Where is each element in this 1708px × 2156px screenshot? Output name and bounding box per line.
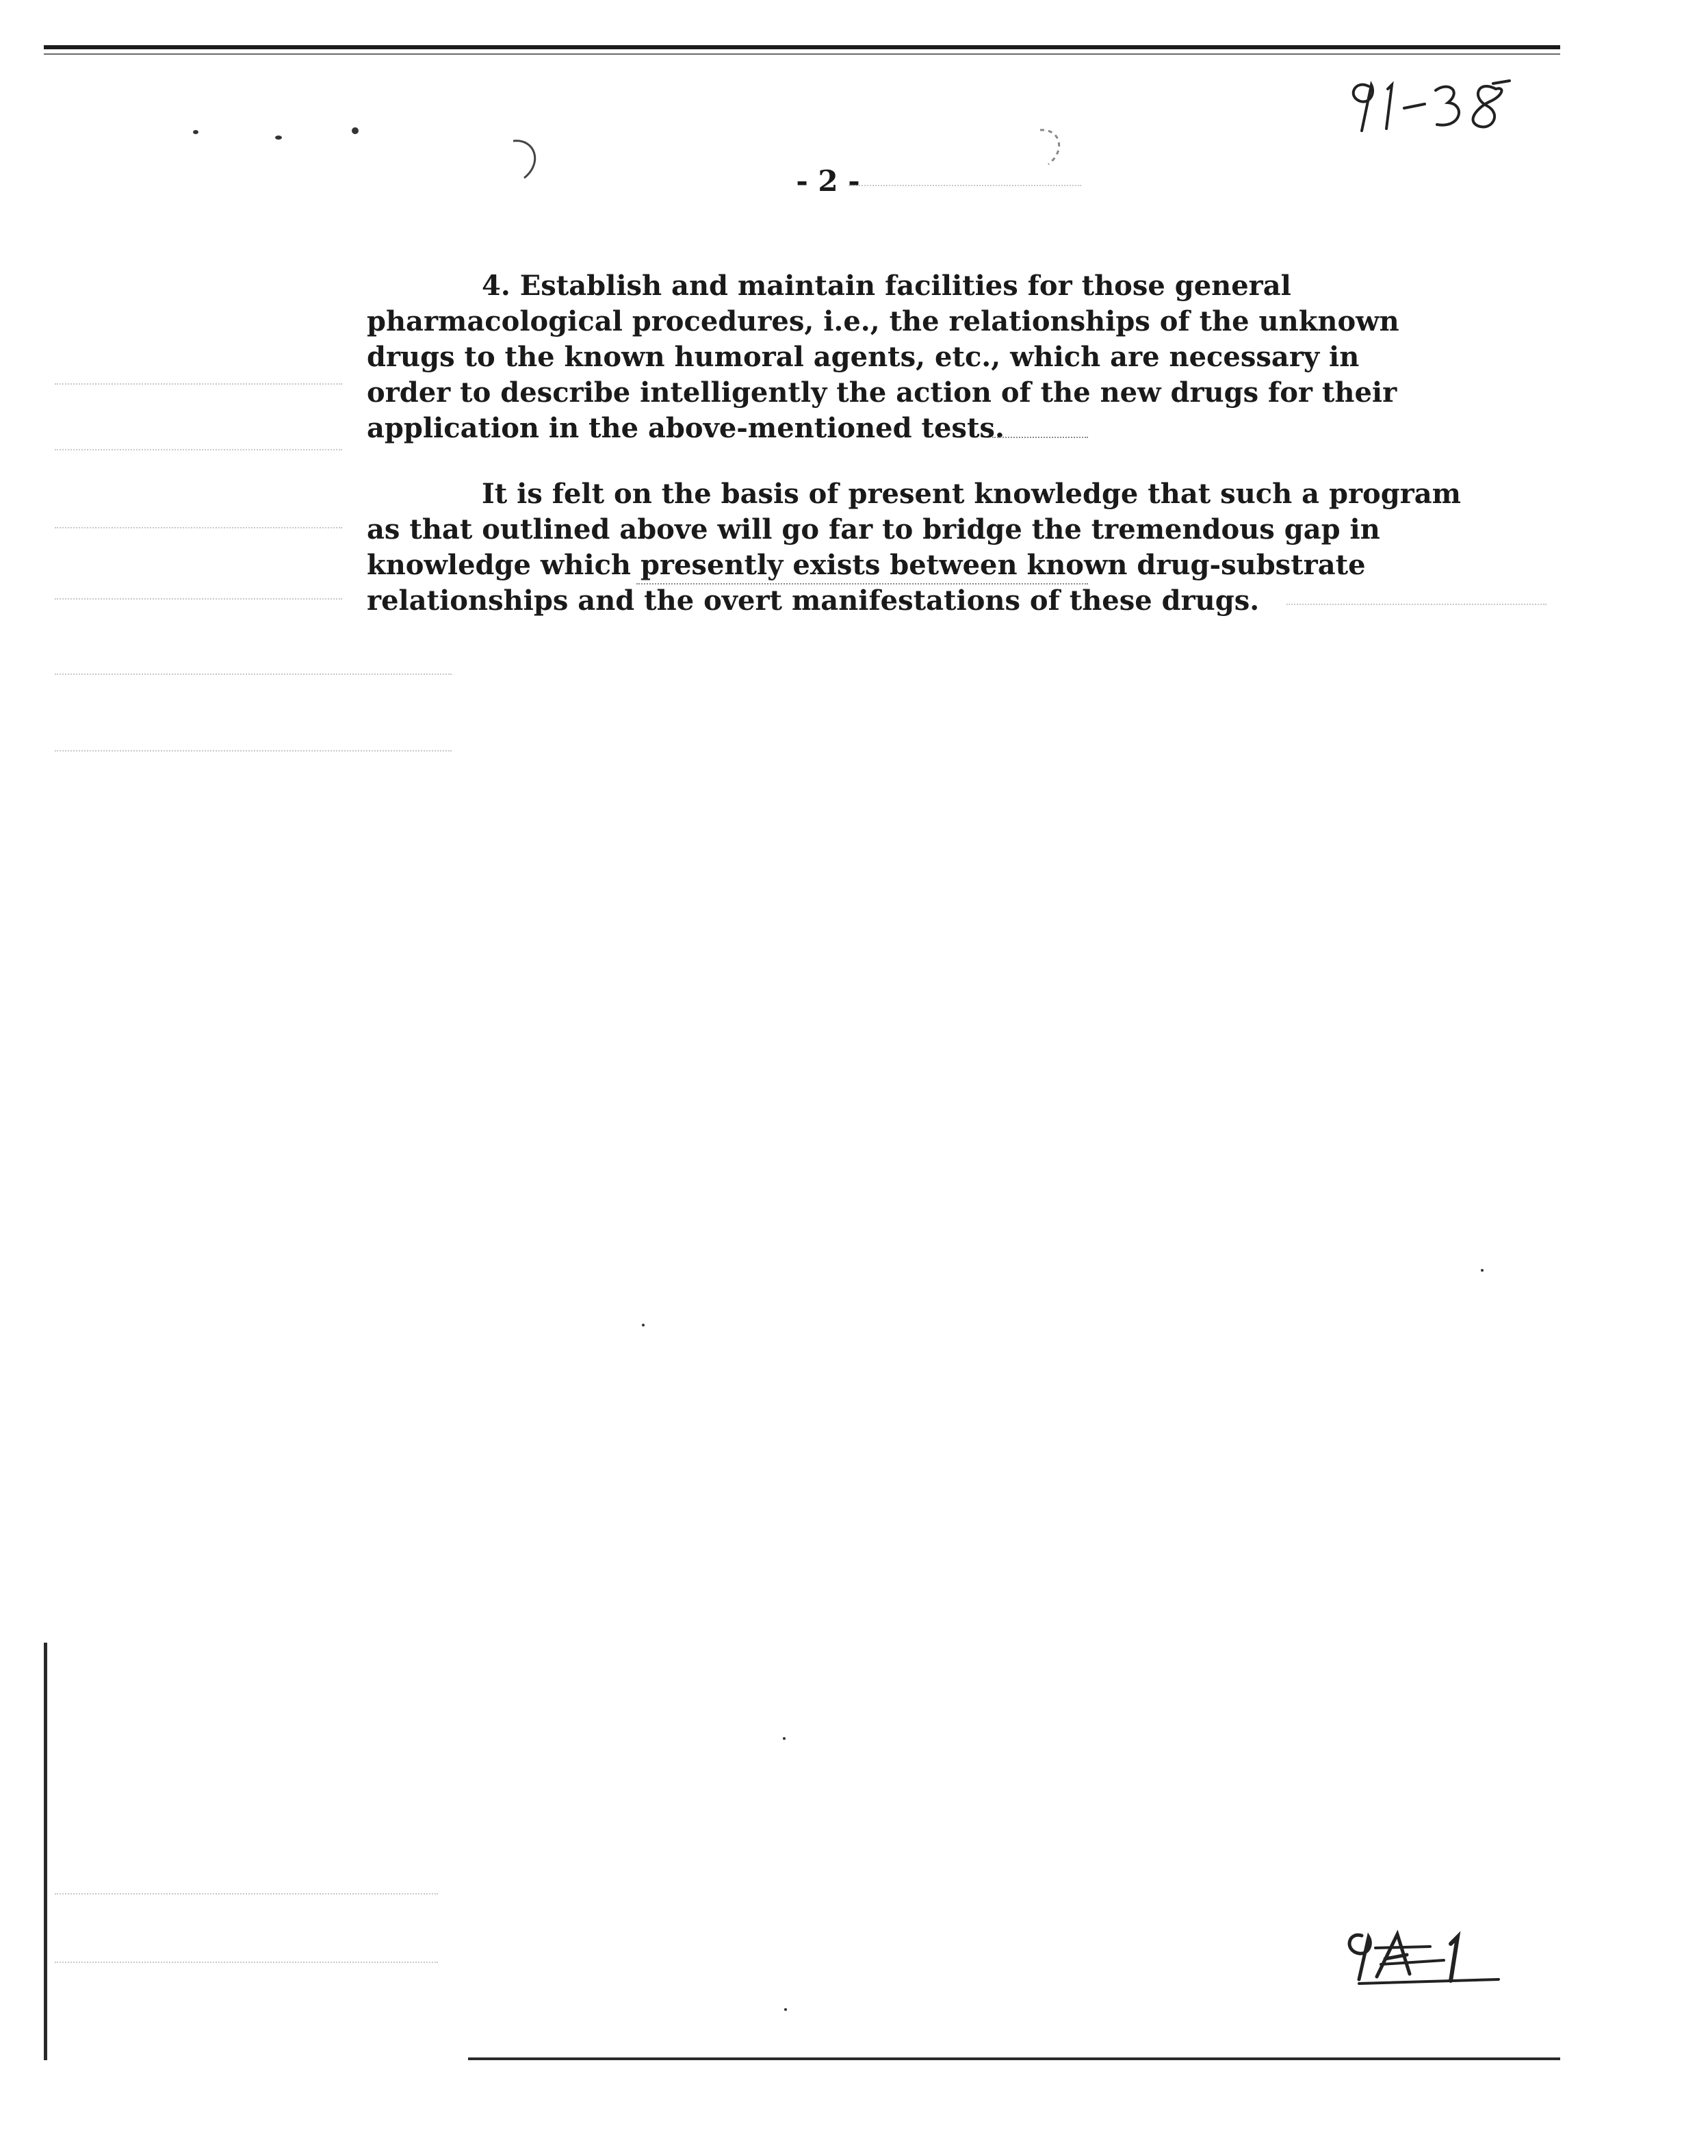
margin-trace [55, 1962, 438, 1963]
scan-speck [193, 130, 198, 134]
scan-speck [642, 1324, 645, 1326]
paragraph-line-text: Establish and maintain facilities for those general [519, 270, 1291, 302]
paragraph-line: drugs to the known humoral agents, etc., which are necessary in [367, 341, 1360, 373]
top-scan-edge [44, 45, 1560, 49]
punch-hole-mark-right [1033, 123, 1068, 171]
margin-trace [55, 383, 342, 385]
margin-trace [849, 185, 1081, 186]
paragraph-conclusion [367, 476, 1462, 619]
scan-speck [1481, 1269, 1484, 1272]
faint-underline [992, 437, 1088, 438]
paragraph-line: as that outlined above will go far to bridge the tremendous gap in [367, 513, 1380, 546]
faint-underline [636, 583, 1088, 585]
margin-trace [55, 750, 452, 752]
paragraph-line: pharmacological procedures, i.e., the relationships of the unknown [367, 305, 1399, 337]
paragraph-line: knowledge which presently exists between known drug-substrate [367, 549, 1366, 581]
scan-speck [352, 127, 359, 134]
paragraph-line: relationships and the overt manifestations of these drugs. [367, 585, 1260, 617]
paragraph-line: It is felt on the basis of present knowledge that such a program [482, 478, 1461, 510]
bottom-scan-edge [468, 2057, 1560, 2060]
paragraph-line [367, 268, 1462, 304]
margin-trace [55, 598, 342, 600]
margin-trace [55, 673, 452, 675]
left-scan-edge [44, 1643, 47, 2060]
scan-speck [275, 136, 282, 140]
paragraph-item-4 [367, 268, 1462, 446]
paragraph-line: application in the above-mentioned tests. [367, 412, 1005, 444]
item-number: 4. [482, 270, 510, 302]
paragraph-line: order to describe intelligently the action of the new drugs for their [367, 376, 1397, 409]
page-number: - 2 - [796, 164, 860, 198]
scan-speck [783, 1737, 786, 1740]
margin-trace [55, 527, 342, 528]
handwritten-initials [1341, 1916, 1505, 1992]
scan-speck [784, 2008, 787, 2011]
margin-trace [55, 1893, 438, 1895]
handwritten-ref-number [1341, 66, 1519, 141]
margin-trace [55, 449, 342, 450]
punch-hole-mark-left [508, 136, 542, 183]
top-scan-edge-thin [44, 53, 1560, 55]
